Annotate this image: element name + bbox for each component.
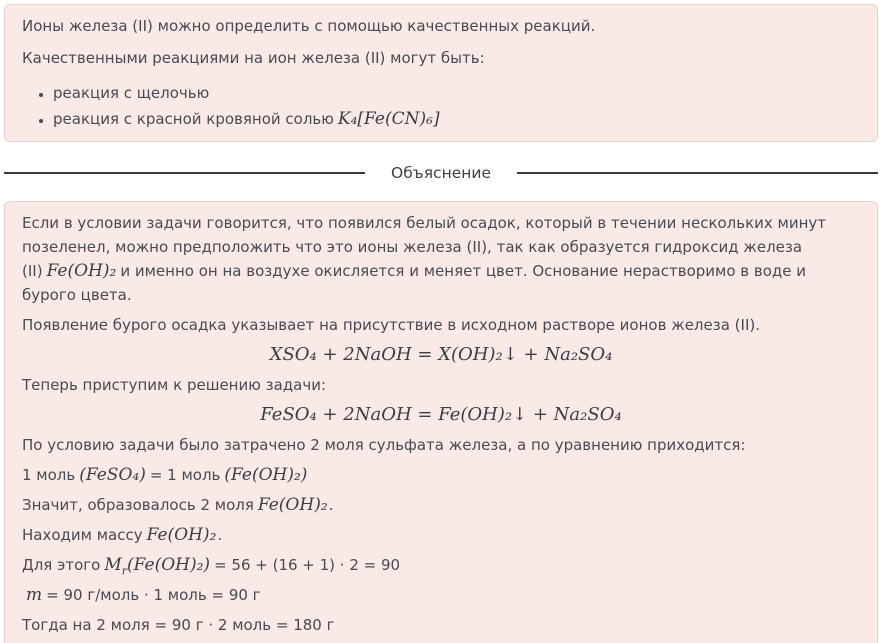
total-mass-line: Тогда на 2 моля = 90 г · 2 моль = 180 г — [22, 616, 335, 634]
reaction-equation — [22, 403, 860, 427]
paragraph-text: . — [328, 496, 334, 514]
formula-iron-hydroxide: (Fe(OH)₂) — [224, 465, 308, 485]
molar-mass-line — [22, 553, 860, 577]
equation-text: FeSO₄ + 2NaOH = Fe(OH)₂↓ + Na₂SO₄ — [260, 404, 622, 425]
equation-text: XSO₄ + 2NaOH = X(OH)₂↓ + Na₂SO₄ — [269, 344, 613, 365]
theory-lead-text: Качественными реакциями на ион железа (II) могут быть: — [22, 49, 485, 67]
mass-calculation-line — [22, 583, 860, 607]
solution-lead-text: Теперь приступим к решению задачи: — [22, 376, 327, 394]
theory-intro-text: Ионы железа (II) можно определить с помощью качественных реакций. — [22, 17, 596, 35]
formula-iron-sulfate: (FeSO₄) — [79, 465, 146, 485]
formula-iron-hydroxide: Fe(OH)₂ — [257, 495, 328, 515]
list-item — [53, 108, 860, 131]
mass-symbol: m — [26, 585, 43, 605]
paragraph-text: Если в условии задачи говорится, что появился белый осадок, который в течении нескольких минут позеленел, можно предположить что это ионы железа (II), так как образуется гидроксид железа (II) — [22, 214, 827, 280]
list-item — [53, 82, 860, 105]
formula-tail: (Fe(OH)₂) — [127, 555, 211, 575]
formula-subscript: r — [121, 564, 128, 578]
list-item-text: реакция с красной кровяной солью — [53, 110, 334, 128]
mole-ratio-line — [22, 463, 860, 487]
moles-condition-text: По условию задачи было затрачено 2 моля сульфата железа, а по уравнению приходится: — [22, 436, 746, 454]
formula-iron-hydroxide: Fe(OH)₂ — [146, 525, 217, 545]
precipitate-paragraph — [22, 211, 860, 307]
formula-iron-hydroxide: Fe(OH)₂ — [46, 261, 117, 281]
general-equation — [22, 343, 860, 367]
paragraph-text: = 1 моль — [149, 466, 221, 484]
molar-mass-formula — [104, 555, 211, 578]
explanation-divider — [4, 164, 878, 182]
explanation-card — [4, 201, 878, 643]
find-mass-line — [22, 523, 860, 547]
paragraph-text: 1 моль — [22, 466, 76, 484]
divider-line-left — [4, 172, 365, 174]
paragraph-text: Находим массу — [22, 526, 143, 544]
theory-card — [4, 4, 878, 142]
divider-line-right — [517, 172, 878, 174]
paragraph-text: = 56 + (16 + 1) · 2 = 90 — [214, 556, 401, 574]
explanation-divider-label: Объяснение — [391, 164, 491, 182]
paragraph-text: Значит, образовалось 2 моля — [22, 496, 254, 514]
moles-formed-line — [22, 493, 860, 517]
paragraph-text: Для этого — [22, 556, 101, 574]
formula-red-blood-salt: K₄[Fe(CN)₆] — [337, 109, 440, 129]
paragraph-text: = 90 г/моль · 1 моль = 90 г — [46, 586, 261, 604]
paragraph-text: и именно он на воздухе окисляется и меняет цвет. Основание нерастворимо в воде и бурого цвета. — [22, 262, 807, 304]
brown-precipitate-note: Появление бурого осадка указывает на присутствие в исходном растворе ионов железа (II). — [22, 316, 761, 334]
reaction-list — [22, 82, 860, 131]
list-item-text: реакция с щелочью — [53, 84, 210, 102]
paragraph-text: . — [217, 526, 223, 544]
formula-symbol: M — [104, 555, 122, 575]
